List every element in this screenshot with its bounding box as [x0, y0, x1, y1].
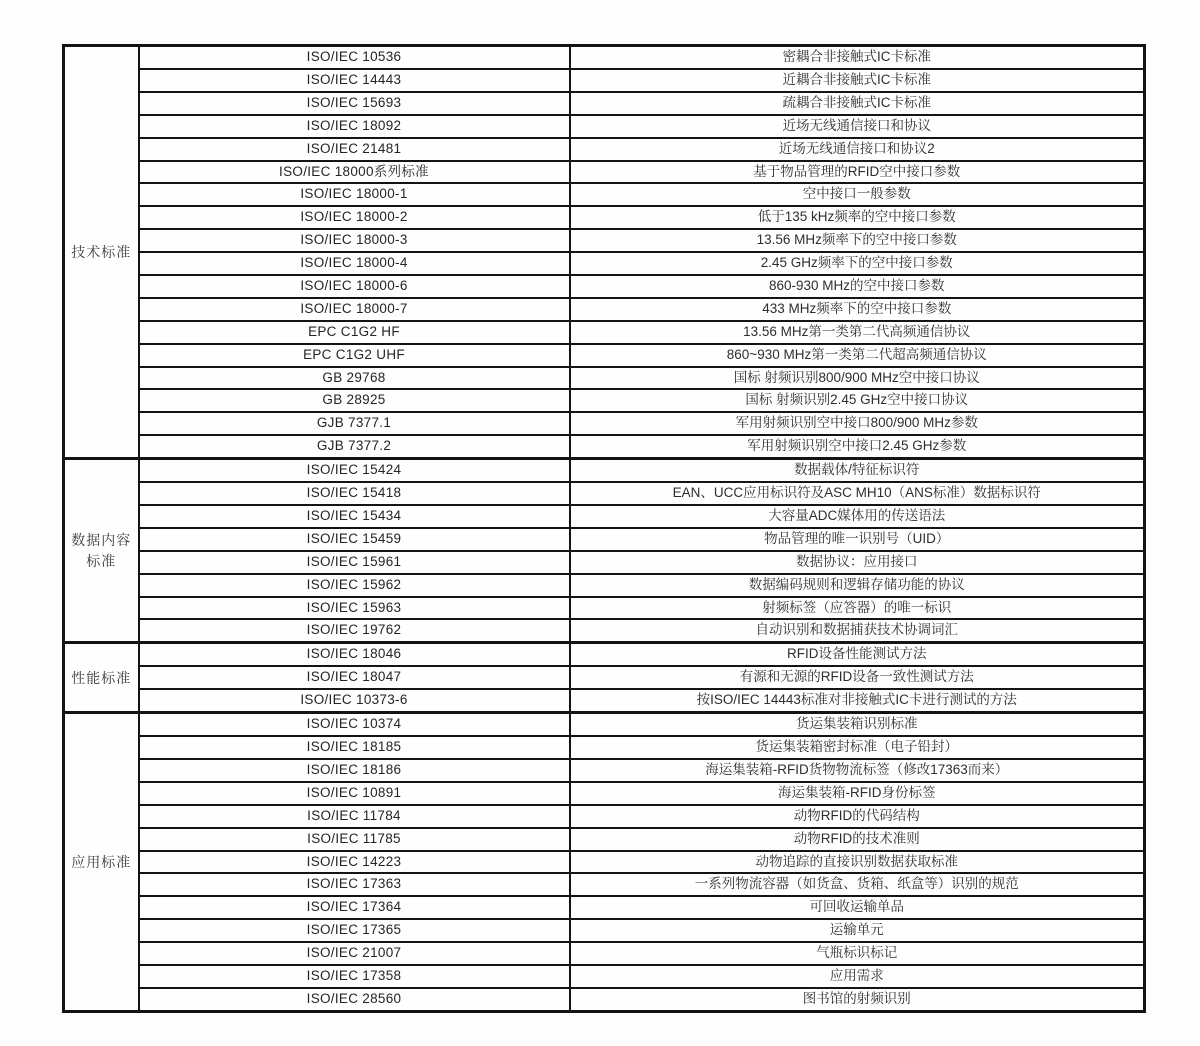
- description-cell: 疏耦合非接触式IC卡标准: [570, 92, 1145, 115]
- standard-cell: ISO/IEC 15418: [139, 482, 570, 505]
- description-cell: 2.45 GHz频率下的空中接口参数: [570, 252, 1145, 275]
- standard-cell: ISO/IEC 14223: [139, 851, 570, 874]
- table-row: [64, 782, 1145, 805]
- standard-cell: ISO/IEC 19762: [139, 619, 570, 642]
- standard-cell: ISO/IEC 18092: [139, 115, 570, 138]
- standard-cell: ISO/IEC 15424: [139, 459, 570, 482]
- standard-cell: ISO/IEC 17363: [139, 873, 570, 896]
- standard-cell: ISO/IEC 15962: [139, 574, 570, 597]
- table-row: [64, 736, 1145, 759]
- table-row: [64, 597, 1145, 620]
- description-cell: 近场无线通信接口和协议2: [570, 138, 1145, 161]
- standard-cell: ISO/IEC 15961: [139, 551, 570, 574]
- standard-cell: ISO/IEC 18046: [139, 643, 570, 666]
- description-cell: 数据载体/特征标识符: [570, 459, 1145, 482]
- description-cell: 物品管理的唯一识别号（UID）: [570, 528, 1145, 551]
- description-cell: 气瓶标识标记: [570, 942, 1145, 965]
- description-cell: EAN、UCC应用标识符及ASC MH10（ANS标准）数据标识符: [570, 482, 1145, 505]
- standards-table-body: [64, 46, 1145, 1012]
- table-row: [64, 412, 1145, 435]
- description-cell: 按ISO/IEC 14443标准对非接触式IC卡进行测试的方法: [570, 689, 1145, 712]
- standard-cell: ISO/IEC 15459: [139, 528, 570, 551]
- description-cell: 图书馆的射频识别: [570, 988, 1145, 1012]
- table-row: [64, 321, 1145, 344]
- standard-cell: ISO/IEC 28560: [139, 988, 570, 1012]
- description-cell: 基于物品管理的RFID空中接口参数: [570, 161, 1145, 184]
- table-row: [64, 252, 1145, 275]
- description-cell: 货运集装箱识别标准: [570, 713, 1145, 736]
- table-row: [64, 115, 1145, 138]
- category-cell: 数据内容标准: [64, 459, 139, 643]
- standard-cell: ISO/IEC 15434: [139, 505, 570, 528]
- standard-cell: ISO/IEC 17365: [139, 919, 570, 942]
- description-cell: 空中接口一般参数: [570, 183, 1145, 206]
- description-cell: 一系列物流容器（如货盒、货箱、纸盒等）识别的规范: [570, 873, 1145, 896]
- standard-cell: ISO/IEC 15963: [139, 597, 570, 620]
- table-row: [64, 828, 1145, 851]
- standard-cell: ISO/IEC 18185: [139, 736, 570, 759]
- table-row: [64, 713, 1145, 736]
- table-row: [64, 389, 1145, 412]
- description-cell: 自动识别和数据捕获技术协调词汇: [570, 619, 1145, 642]
- description-cell: 应用需求: [570, 965, 1145, 988]
- description-cell: 运输单元: [570, 919, 1145, 942]
- standard-cell: ISO/IEC 10374: [139, 713, 570, 736]
- description-cell: 近耦合非接触式IC卡标准: [570, 69, 1145, 92]
- standard-cell: ISO/IEC 18000-1: [139, 183, 570, 206]
- table-row: [64, 206, 1145, 229]
- description-cell: 海运集装箱-RFID身份标签: [570, 782, 1145, 805]
- description-cell: 13.56 MHz频率下的空中接口参数: [570, 229, 1145, 252]
- table-row: [64, 367, 1145, 390]
- table-row: [64, 482, 1145, 505]
- table-row: [64, 574, 1145, 597]
- standard-cell: ISO/IEC 10373-6: [139, 689, 570, 712]
- table-row: [64, 528, 1145, 551]
- description-cell: 数据协议：应用接口: [570, 551, 1145, 574]
- table-row: [64, 942, 1145, 965]
- description-cell: 860-930 MHz的空中接口参数: [570, 275, 1145, 298]
- description-cell: 13.56 MHz第一类第二代高频通信协议: [570, 321, 1145, 344]
- description-cell: 国标 射频识别800/900 MHz空中接口协议: [570, 367, 1145, 390]
- standard-cell: GB 29768: [139, 367, 570, 390]
- description-cell: 射频标签（应答器）的唯一标识: [570, 597, 1145, 620]
- table-row: [64, 435, 1145, 458]
- table-row: [64, 229, 1145, 252]
- standard-cell: EPC C1G2 UHF: [139, 344, 570, 367]
- table-row: [64, 643, 1145, 666]
- standard-cell: ISO/IEC 11785: [139, 828, 570, 851]
- description-cell: 动物追踪的直接识别数据获取标准: [570, 851, 1145, 874]
- table-row: [64, 161, 1145, 184]
- table-row: [64, 919, 1145, 942]
- description-cell: 近场无线通信接口和协议: [570, 115, 1145, 138]
- description-cell: 军用射频识别空中接口800/900 MHz参数: [570, 412, 1145, 435]
- description-cell: 动物RFID的代码结构: [570, 805, 1145, 828]
- description-cell: 海运集装箱-RFID货物物流标签（修改17363而来）: [570, 759, 1145, 782]
- description-cell: 军用射频识别空中接口2.45 GHz参数: [570, 435, 1145, 458]
- table-row: [64, 896, 1145, 919]
- table-row: [64, 344, 1145, 367]
- description-cell: 可回收运输单品: [570, 896, 1145, 919]
- standard-cell: ISO/IEC 14443: [139, 69, 570, 92]
- description-cell: 860~930 MHz第一类第二代超高频通信协议: [570, 344, 1145, 367]
- standard-cell: ISO/IEC 10891: [139, 782, 570, 805]
- table-row: [64, 666, 1145, 689]
- category-cell: 应用标准: [64, 713, 139, 1012]
- description-cell: 大容量ADC媒体用的传送语法: [570, 505, 1145, 528]
- table-row: [64, 46, 1145, 69]
- standard-cell: ISO/IEC 11784: [139, 805, 570, 828]
- standard-cell: ISO/IEC 18000系列标准: [139, 161, 570, 184]
- table-row: [64, 805, 1145, 828]
- table-row: [64, 505, 1145, 528]
- description-cell: 有源和无源的RFID设备一致性测试方法: [570, 666, 1145, 689]
- standard-cell: ISO/IEC 21007: [139, 942, 570, 965]
- description-cell: 433 MHz频率下的空中接口参数: [570, 298, 1145, 321]
- table-row: [64, 988, 1145, 1012]
- category-cell: 性能标准: [64, 643, 139, 713]
- standard-cell: ISO/IEC 18000-3: [139, 229, 570, 252]
- description-cell: RFID设备性能测试方法: [570, 643, 1145, 666]
- description-cell: 货运集装箱密封标准（电子铅封）: [570, 736, 1145, 759]
- table-row: [64, 275, 1145, 298]
- standard-cell: ISO/IEC 18047: [139, 666, 570, 689]
- category-cell: 技术标准: [64, 46, 139, 459]
- table-row: [64, 851, 1145, 874]
- standards-table: [62, 44, 1146, 1013]
- table-row: [64, 873, 1145, 896]
- standard-cell: ISO/IEC 21481: [139, 138, 570, 161]
- table-row: [64, 759, 1145, 782]
- table-row: [64, 69, 1145, 92]
- table-row: [64, 298, 1145, 321]
- standard-cell: GB 28925: [139, 389, 570, 412]
- standard-cell: EPC C1G2 HF: [139, 321, 570, 344]
- table-row: [64, 183, 1145, 206]
- table-row: [64, 459, 1145, 482]
- standard-cell: ISO/IEC 18000-4: [139, 252, 570, 275]
- standard-cell: ISO/IEC 18000-2: [139, 206, 570, 229]
- table-row: [64, 92, 1145, 115]
- table-row: [64, 551, 1145, 574]
- standard-cell: GJB 7377.2: [139, 435, 570, 458]
- standard-cell: ISO/IEC 15693: [139, 92, 570, 115]
- description-cell: 动物RFID的技术准则: [570, 828, 1145, 851]
- description-cell: 国标 射频识别2.45 GHz空中接口协议: [570, 389, 1145, 412]
- standard-cell: ISO/IEC 17358: [139, 965, 570, 988]
- standard-cell: ISO/IEC 18000-6: [139, 275, 570, 298]
- standard-cell: ISO/IEC 18186: [139, 759, 570, 782]
- standard-cell: GJB 7377.1: [139, 412, 570, 435]
- standard-cell: ISO/IEC 18000-7: [139, 298, 570, 321]
- description-cell: 数据编码规则和逻辑存储功能的协议: [570, 574, 1145, 597]
- standards-table-container: [62, 44, 1146, 1013]
- standard-cell: ISO/IEC 10536: [139, 46, 570, 69]
- table-row: [64, 965, 1145, 988]
- table-row: [64, 619, 1145, 642]
- standard-cell: ISO/IEC 17364: [139, 896, 570, 919]
- table-row: [64, 138, 1145, 161]
- description-cell: 低于135 kHz频率的空中接口参数: [570, 206, 1145, 229]
- description-cell: 密耦合非接触式IC卡标准: [570, 46, 1145, 69]
- table-row: [64, 689, 1145, 712]
